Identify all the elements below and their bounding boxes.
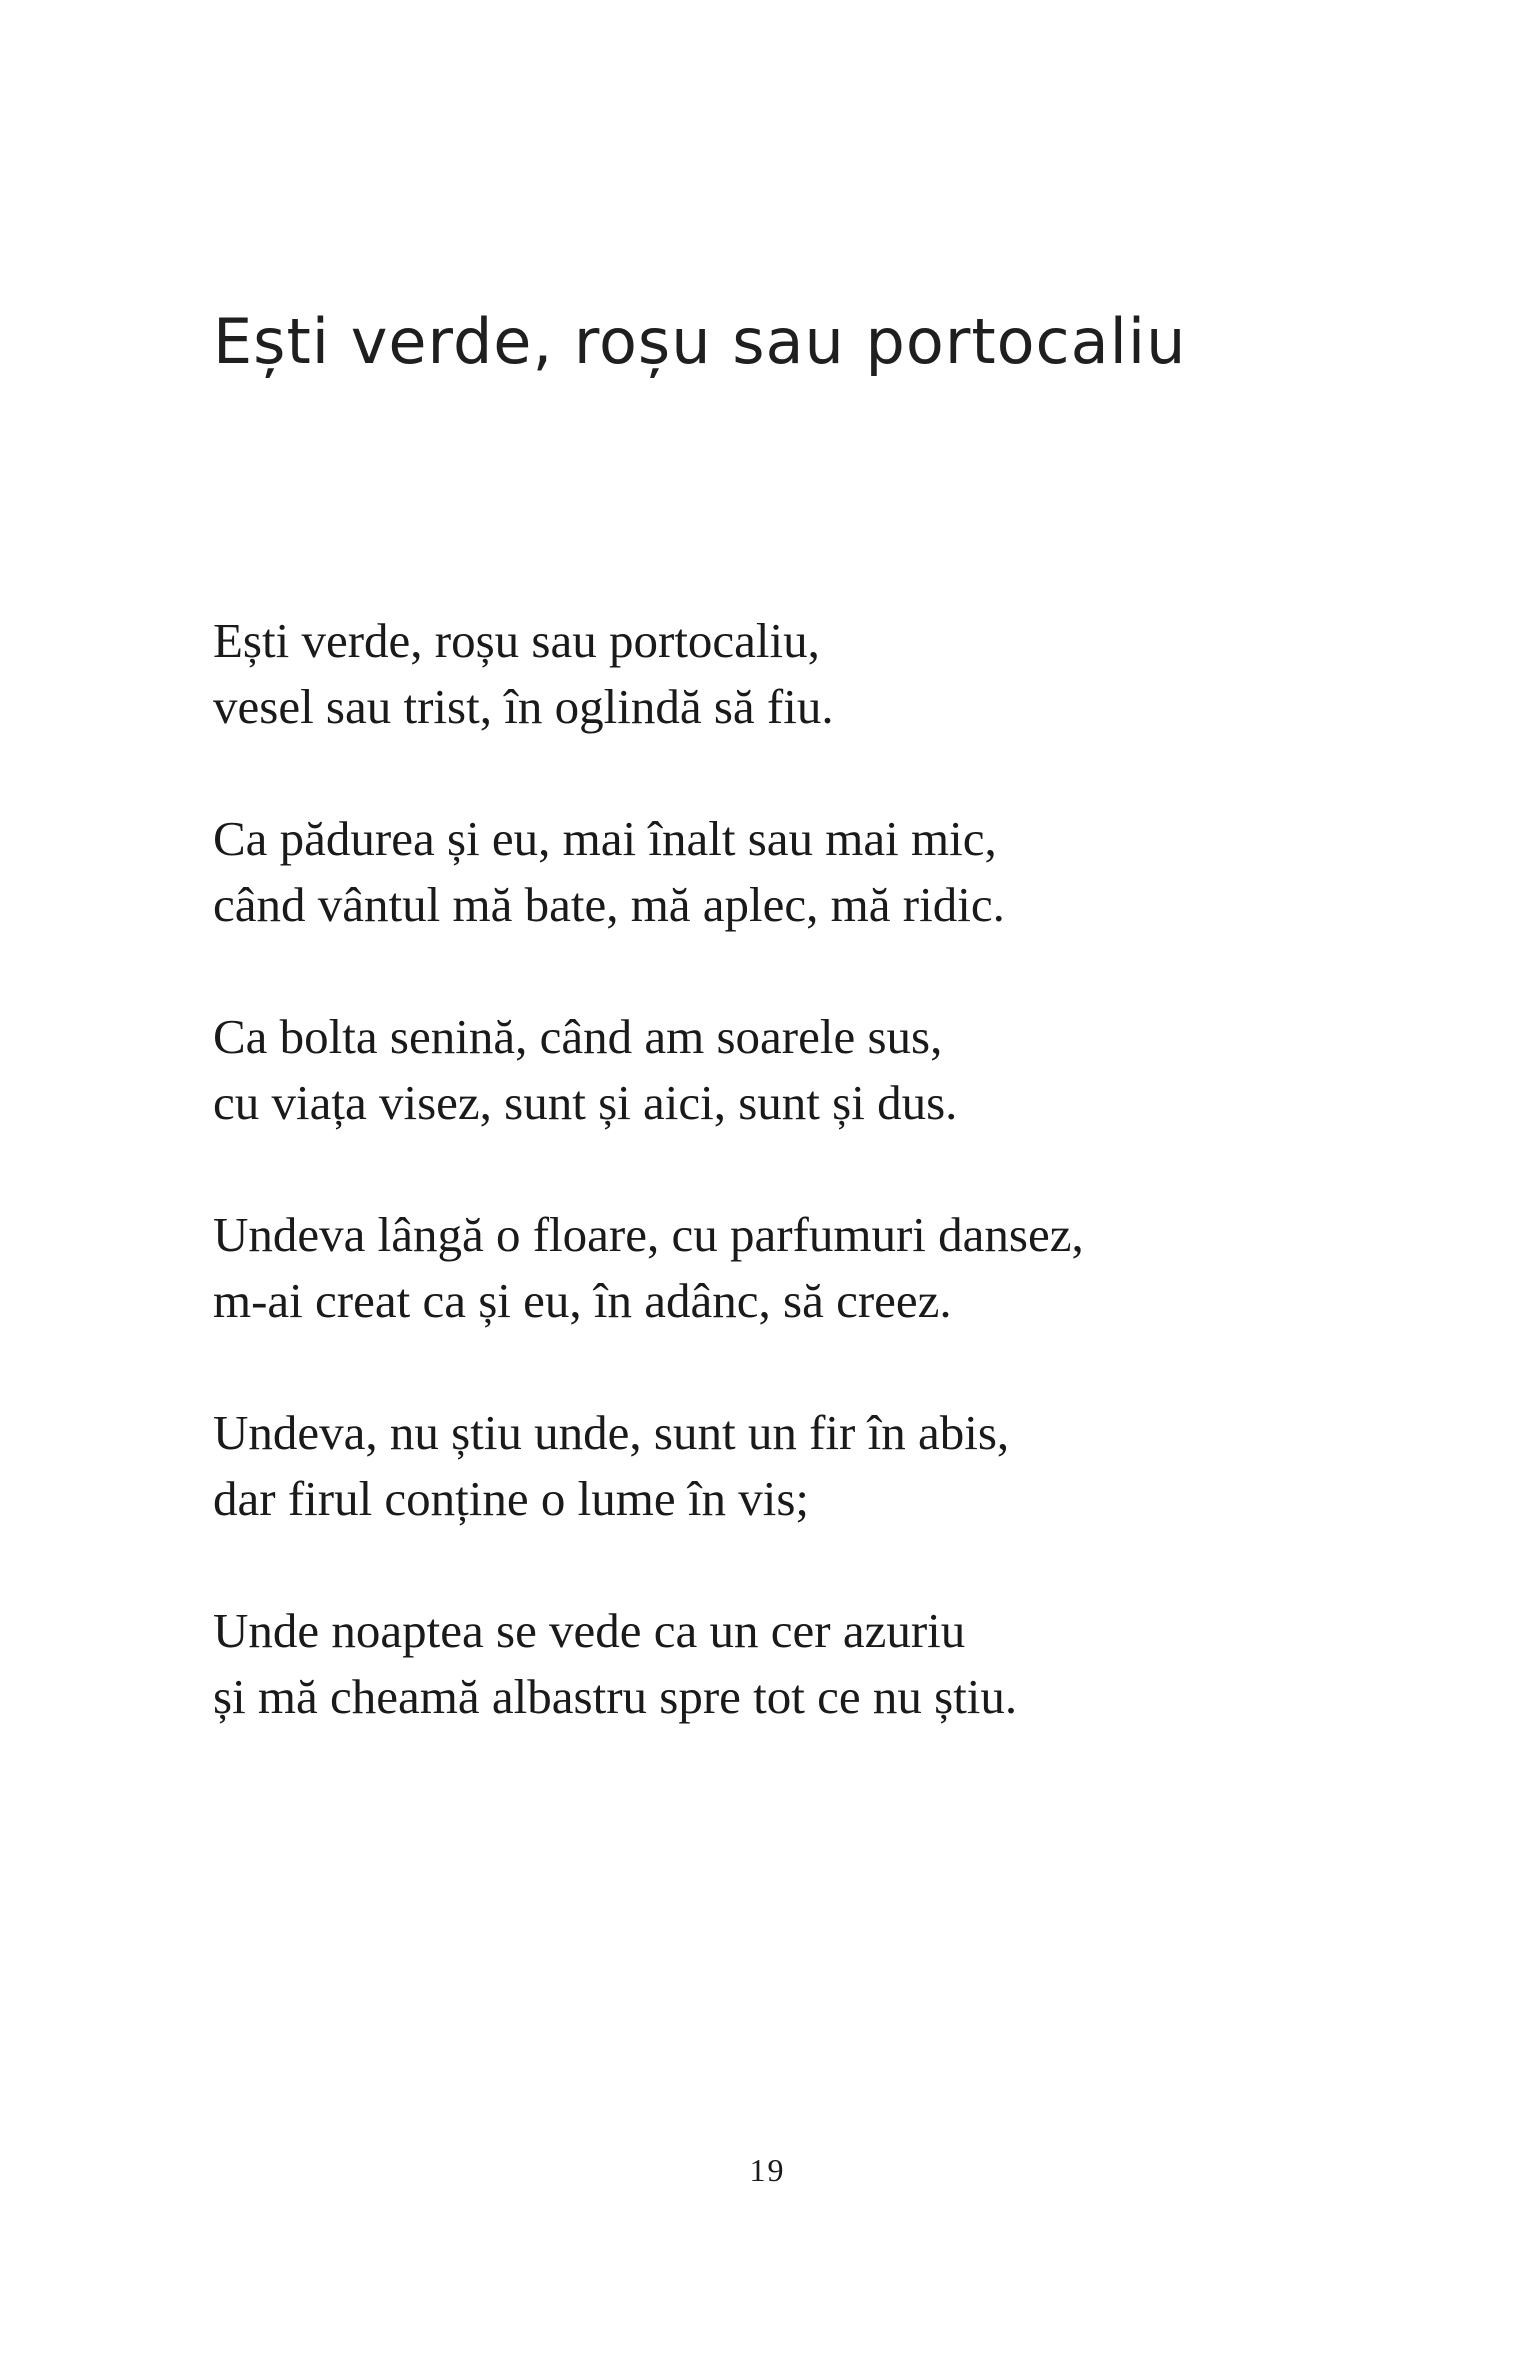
poem-line: Ești verde, roșu sau portocaliu, (213, 613, 820, 668)
stanza (213, 608, 1413, 740)
poem-line: cu viața visez, sunt și aici, sunt și dus. (213, 1075, 958, 1130)
poem-line: vesel sau trist, în oglindă să fiu. (213, 679, 834, 734)
poem-body (213, 608, 1413, 1796)
poem-line: dar firul conține o lume în vis; (213, 1471, 810, 1526)
stanza (213, 1202, 1413, 1334)
poem-line: Undeva, nu știu unde, sunt un fir în abis, (213, 1405, 1010, 1460)
poem-line: și mă cheamă albastru spre tot ce nu știu. (213, 1669, 1018, 1724)
poem-line: când vântul mă bate, mă aplec, mă ridic. (213, 877, 1005, 932)
page-number: 19 (749, 2152, 786, 2188)
poem-line: Ca pădurea și eu, mai înalt sau mai mic, (213, 811, 997, 866)
stanza (213, 1598, 1413, 1730)
poem-title: Ești verde, roșu sau portocaliu (213, 305, 1187, 378)
poem-line: Unde noaptea se vede ca un cer azuriu (213, 1603, 966, 1658)
stanza (213, 1400, 1413, 1532)
stanza (213, 806, 1413, 938)
stanza (213, 1004, 1413, 1136)
poem-line: m-ai creat ca și eu, în adânc, să creez. (213, 1273, 952, 1328)
poem-line: Ca bolta senină, când am soarele sus, (213, 1009, 943, 1064)
poem-line: Undeva lângă o floare, cu parfumuri dansez, (213, 1207, 1084, 1262)
